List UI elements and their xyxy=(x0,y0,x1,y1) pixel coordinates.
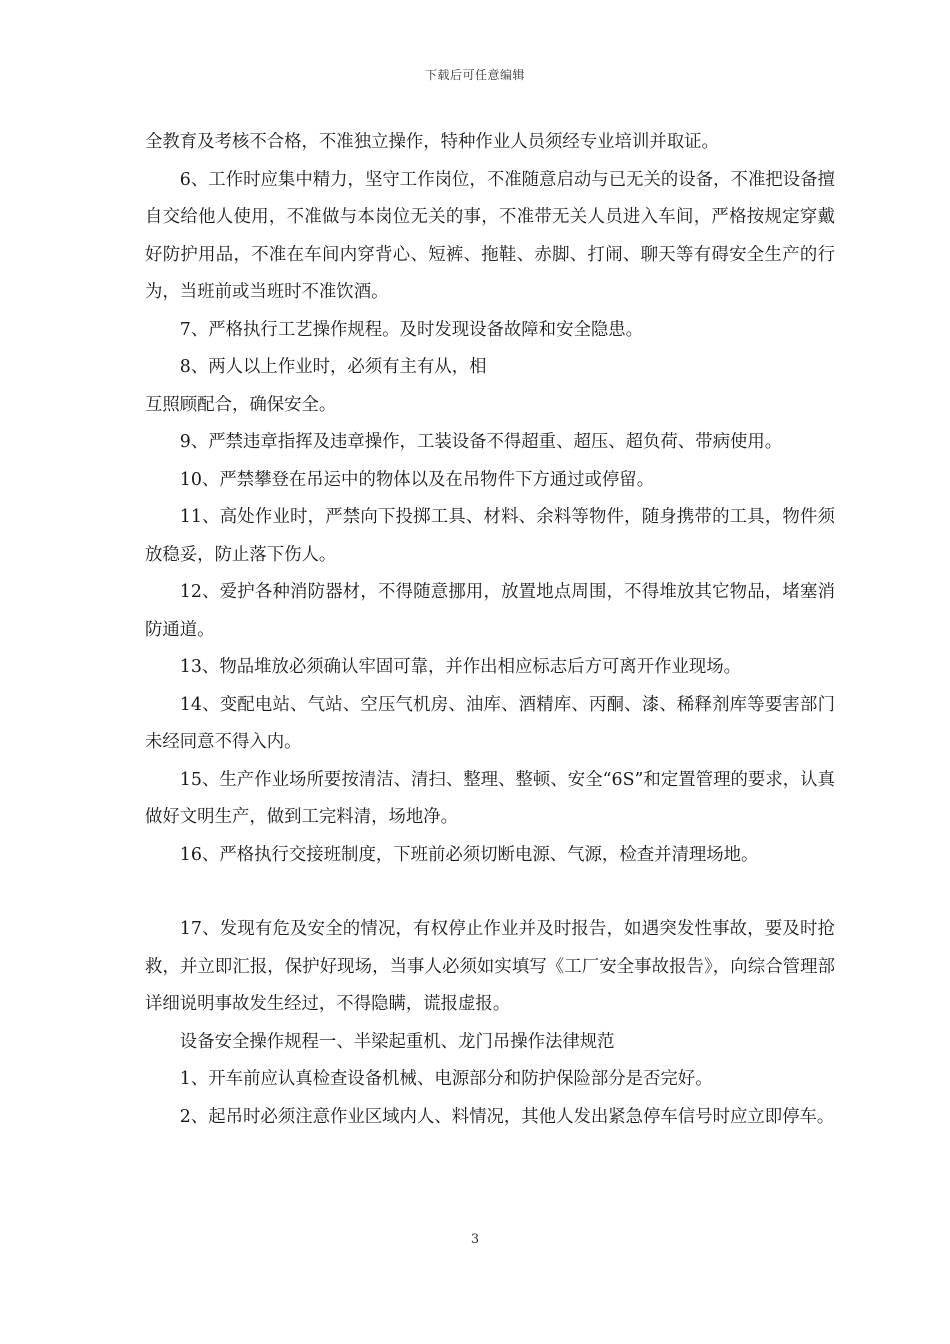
paragraph-rule-1: 1、开车前应认真检查设备机械、电源部分和防护保险部分是否完好。 xyxy=(179,1069,713,1089)
paragraph-item-16: 16、严格执行交接班制度，下班前必须切断电源、气源，检查并清理场地。 xyxy=(179,844,759,865)
document-body xyxy=(145,124,835,1136)
paragraph-item-6: 6、工作时应集中精力，坚守工作岗位，不准随意启动与已无关的设备，不准把设备擅自交给他人使用，不准做与本岗位无关的事，不准带无关人员进入车间，严格按规定穿戴好防护用品，不准在车间内穿背心、短裤、拖鞋、赤脚、打闹、聊天等有碍安全生产的行为，当班前或当班时不准饮酒。 xyxy=(145,169,835,302)
paragraph-item-15: 15、生产作业场所要按清洁、清扫、整理、整顿、安全“6S”和定置管理的要求，认真做好文明生产，做到工完料清，场地净。 xyxy=(145,769,835,827)
paragraph-rule-2: 2、起吊时必须注意作业区域内人、料情况，其他人发出紧急停车信号时应立即停车。 xyxy=(179,1106,835,1127)
paragraph-item-8-continued: 互照顾配合，确保安全。 xyxy=(145,394,337,415)
paragraph-item-9: 9、严禁违章指挥及违章操作，工装设备不得超重、超压、超负荷、带病使用。 xyxy=(179,432,783,452)
paragraph-item-7: 7、严格执行工艺操作规程。及时发现设备故障和安全隐患。 xyxy=(179,319,644,340)
section-heading: 设备安全操作规程一、半梁起重机、龙门吊操作法律规范 xyxy=(179,1031,615,1052)
paragraph-item-10: 10、严禁攀登在吊运中的物体以及在吊物件下方通过或停留。 xyxy=(179,469,655,490)
paragraph-item-8: 8、两人以上作业时，必须有主有从，相 xyxy=(179,357,487,377)
paragraph-item-17: 17、发现有危及安全的情况，有权停止作业并及时报告，如遇突发性事故，要及时抢救，并立即汇报，保护好现场，当事人必须如实填写《工厂安全事故报告》，向综合管理部详细说明事故发生经过，不得隐瞒，谎报虚报。 xyxy=(145,919,835,1014)
page-header: 下载后可任意编辑 xyxy=(424,68,525,82)
paragraph-item-13: 13、物品堆放必须确认牢固可靠，并作出相应标志后方可离开作业现场。 xyxy=(179,657,742,677)
paragraph-continuation: 全教育及考核不合格，不准独立操作，特种作业人员须经专业培训并取证。 xyxy=(145,132,719,152)
paragraph-item-14: 14、变配电站、气站、空压气机房、油库、酒精库、丙酮、漆、稀释剂库等要害部门未经同意不得入内。 xyxy=(145,694,835,752)
page-number: 3 xyxy=(470,1232,480,1247)
paragraph-item-12: 12、爱护各种消防器材，不得随意挪用，放置地点周围，不得堆放其它物品，堵塞消防通道。 xyxy=(145,582,835,640)
paragraph-item-11: 11、高处作业时，严禁向下投掷工具、材料、余料等物件，随身携带的工具，物件须放稳妥，防止落下伤人。 xyxy=(145,507,835,565)
